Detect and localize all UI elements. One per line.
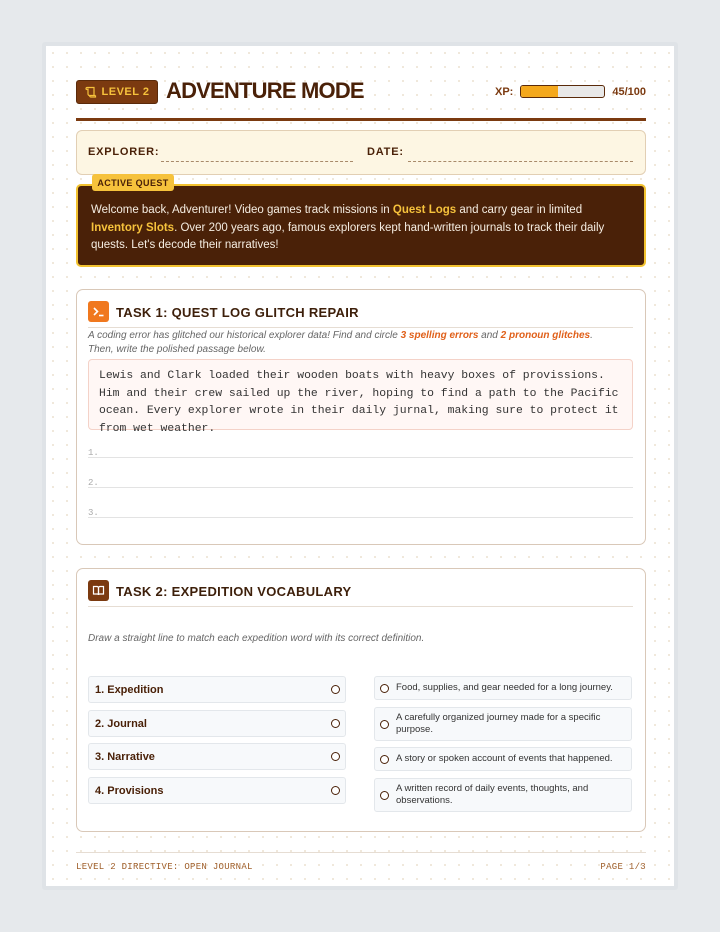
active-quest-card <box>76 184 646 267</box>
line-number-1: 1. <box>88 448 99 458</box>
task-1-instr-text-2: and <box>478 330 501 341</box>
date-label: DATE: <box>367 146 404 158</box>
task-1-title: TASK 1: QUEST LOG GLITCH REPAIR <box>116 305 359 320</box>
task-1-instr-emphasis-2: 2 pronoun glitches <box>500 330 591 341</box>
writing-line-1[interactable] <box>88 442 633 458</box>
task-1-instr-text-3: . <box>590 330 593 341</box>
xp-label: XP: <box>495 86 514 98</box>
term-label: 2. Journal <box>95 717 147 730</box>
explorer-info-box <box>76 130 646 175</box>
level-badge <box>76 80 158 104</box>
date-field[interactable] <box>408 161 633 162</box>
task-1-card <box>76 289 646 545</box>
match-dot[interactable] <box>331 752 340 761</box>
page-number: PAGE 1/3 <box>600 862 646 872</box>
worksheet-page <box>42 42 678 890</box>
footer-divider <box>76 852 646 853</box>
definition-1[interactable] <box>374 676 632 700</box>
definition-text: A story or spoken account of events that happened. <box>396 753 613 764</box>
match-dot[interactable] <box>331 685 340 694</box>
glitched-passage: Lewis and Clark loaded their wooden boats with heavy boxes of provissions. Him and their crew sailed up the river, hoping to find a path to the Pacific ocean. Every explorer wrote in their daily jurnal, making sure to protect it from wet weather. <box>88 359 633 430</box>
book-icon <box>88 580 109 601</box>
task-1-instr-line-2: Then, write the polished passage below. <box>88 343 266 355</box>
quest-highlight-2: Inventory Slots <box>91 221 175 234</box>
vocab-term-journal[interactable] <box>88 710 346 737</box>
term-label: 3. Narrative <box>95 750 155 763</box>
header <box>76 76 646 120</box>
writing-line-2[interactable] <box>88 472 633 488</box>
task-2-card <box>76 568 646 832</box>
quest-text-2: and carry gear in limited <box>456 204 583 216</box>
definition-text: A carefully organized journey made for a specific purpose. <box>396 712 601 735</box>
xp-progress-bar <box>520 85 605 98</box>
definition-4[interactable] <box>374 778 632 812</box>
quest-text-1: Welcome back, Adventurer! Video games track missions in <box>91 204 393 216</box>
xp-value: 45/100 <box>612 86 646 98</box>
definition-text: Food, supplies, and gear needed for a long journey. <box>396 682 613 693</box>
definition-3[interactable] <box>374 747 632 771</box>
task-1-divider <box>88 327 633 328</box>
vocab-term-expedition[interactable] <box>88 676 346 703</box>
explorer-label: EXPLORER: <box>88 146 160 158</box>
match-dot[interactable] <box>380 791 389 800</box>
match-dot[interactable] <box>380 720 389 729</box>
task-2-instructions: Draw a straight line to match each expedition word with its correct definition. <box>88 633 425 644</box>
vocab-term-provisions[interactable] <box>88 777 346 804</box>
term-label: 1. Expedition <box>95 683 164 696</box>
line-number-3: 3. <box>88 508 99 518</box>
match-dot[interactable] <box>380 684 389 693</box>
match-dot[interactable] <box>331 786 340 795</box>
header-divider <box>76 118 646 121</box>
worksheet-content <box>76 76 646 872</box>
active-quest-tag: ACTIVE QUEST <box>92 174 174 191</box>
term-label: 4. Provisions <box>95 784 164 797</box>
explorer-field[interactable] <box>161 161 353 162</box>
terminal-icon <box>88 301 109 322</box>
quest-text-3: . Over 200 years ago, famous explorers kept hand-written journals to track their daily quests. Let's decode their narratives! <box>91 221 605 251</box>
match-dot[interactable] <box>380 755 389 764</box>
page-title: ADVENTURE MODE <box>166 78 364 103</box>
task-1-instr-text-1: A coding error has glitched our historical explorer data! Find and circle <box>88 330 401 341</box>
definition-2[interactable] <box>374 707 632 741</box>
writing-line-3[interactable] <box>88 502 633 518</box>
scroll-icon <box>85 86 97 98</box>
level-label: LEVEL 2 <box>101 86 150 98</box>
task-1-instructions <box>88 329 633 356</box>
match-dot[interactable] <box>331 719 340 728</box>
task-1-instr-emphasis-1: 3 spelling errors <box>400 330 479 341</box>
task-2-title: TASK 2: EXPEDITION VOCABULARY <box>116 584 352 599</box>
quest-highlight-1: Quest Logs <box>392 204 457 216</box>
xp-progress-fill <box>521 86 558 97</box>
footer-directive: LEVEL 2 DIRECTIVE: OPEN JOURNAL <box>76 862 253 872</box>
vocab-term-narrative[interactable] <box>88 743 346 770</box>
line-number-2: 2. <box>88 478 99 488</box>
task-2-divider <box>88 606 633 607</box>
definition-text: A written record of daily events, thoughts, and observations. <box>396 783 589 806</box>
